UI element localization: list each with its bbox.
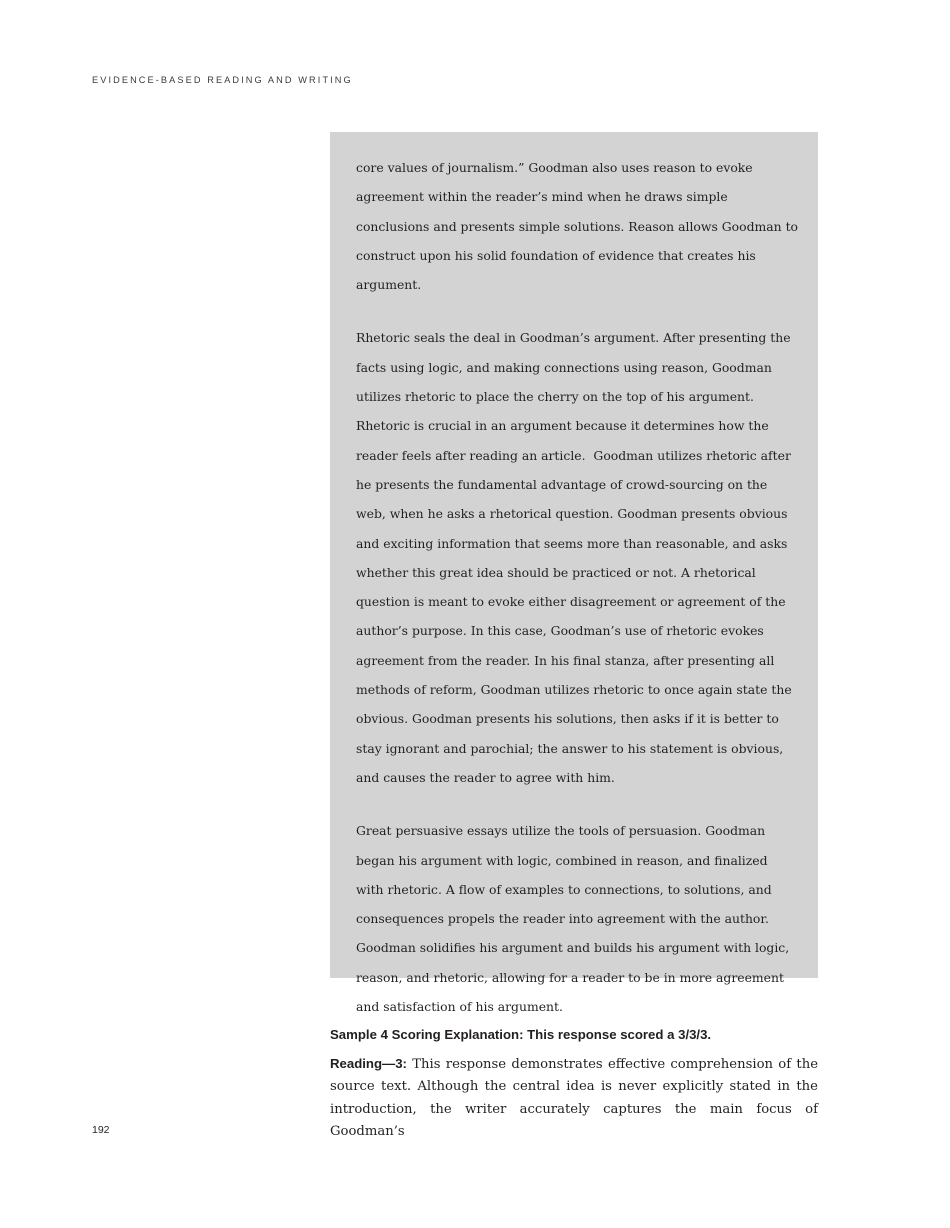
running-header: EVIDENCE-BASED READING AND WRITING: [92, 75, 353, 85]
sample-essay-box: [330, 132, 818, 1015]
reading-score-paragraph: [330, 1053, 818, 1143]
scoring-explanation: [330, 1027, 818, 1143]
essay-paragraph: Great persuasive essays utilize the tools of persuasion. Goodman began his argument with logic, combined in reason, and finalized with rhetoric. A flow of examples to connections, to solutions, and consequences propels the reader into agreement with the author. Goodman solidifies his argument and builds his argument with logic, reason, and rhetoric, allowing for a reader to be in more agreement and satisfaction of his argument.: [356, 823, 790, 1015]
page-number: 192: [92, 1124, 110, 1136]
essay-paragraph: Rhetoric seals the deal in Goodman’s argument. After presenting the facts using logic, and making connections using reason, Goodman utilizes rhetoric to place the cherry on the top of his argument. Rhetoric is crucial in an argument because it determines how the reader feels after reading an article. Goodman utilizes rhetoric after he presents the fundamental advantage of crowd-sourcing on the web, when he asks a rhetorical question. Goodman presents obvious and exciting information that seems more than reasonable, and asks whether this great idea should be practiced or not. A rhetorical question is meant to evoke either disagreement or agreement of the author’s purpose. In this case, Goodman’s use of rhetoric evokes agreement from the reader. In his final stanza, after presenting all methods of reform, Goodman utilizes rhetoric to once again state the obvious. Goodman presents his solutions, then asks if it is better to stay ignorant and parochial; the answer to his statement is obvious, and causes the reader to agree with him.: [356, 330, 792, 785]
essay-paragraph: core values of journalism.” Goodman also uses reason to evoke agreement within the reader’s mind when he draws simple conclusions and presents simple solutions. Reason allows Goodman to construct upon his solid foundation of evidence that creates his argument.: [356, 160, 799, 293]
scoring-explanation-heading: Sample 4 Scoring Explanation: This response scored a 3/3/3.: [330, 1027, 712, 1042]
reading-score-text: This response demonstrates effective comprehension of the source text. Although the central idea is never explicitly stated in the introduction, the writer accurately captures the main focus of Goodman’s: [330, 1057, 818, 1139]
reading-score-label: Reading—3:: [330, 1056, 407, 1071]
